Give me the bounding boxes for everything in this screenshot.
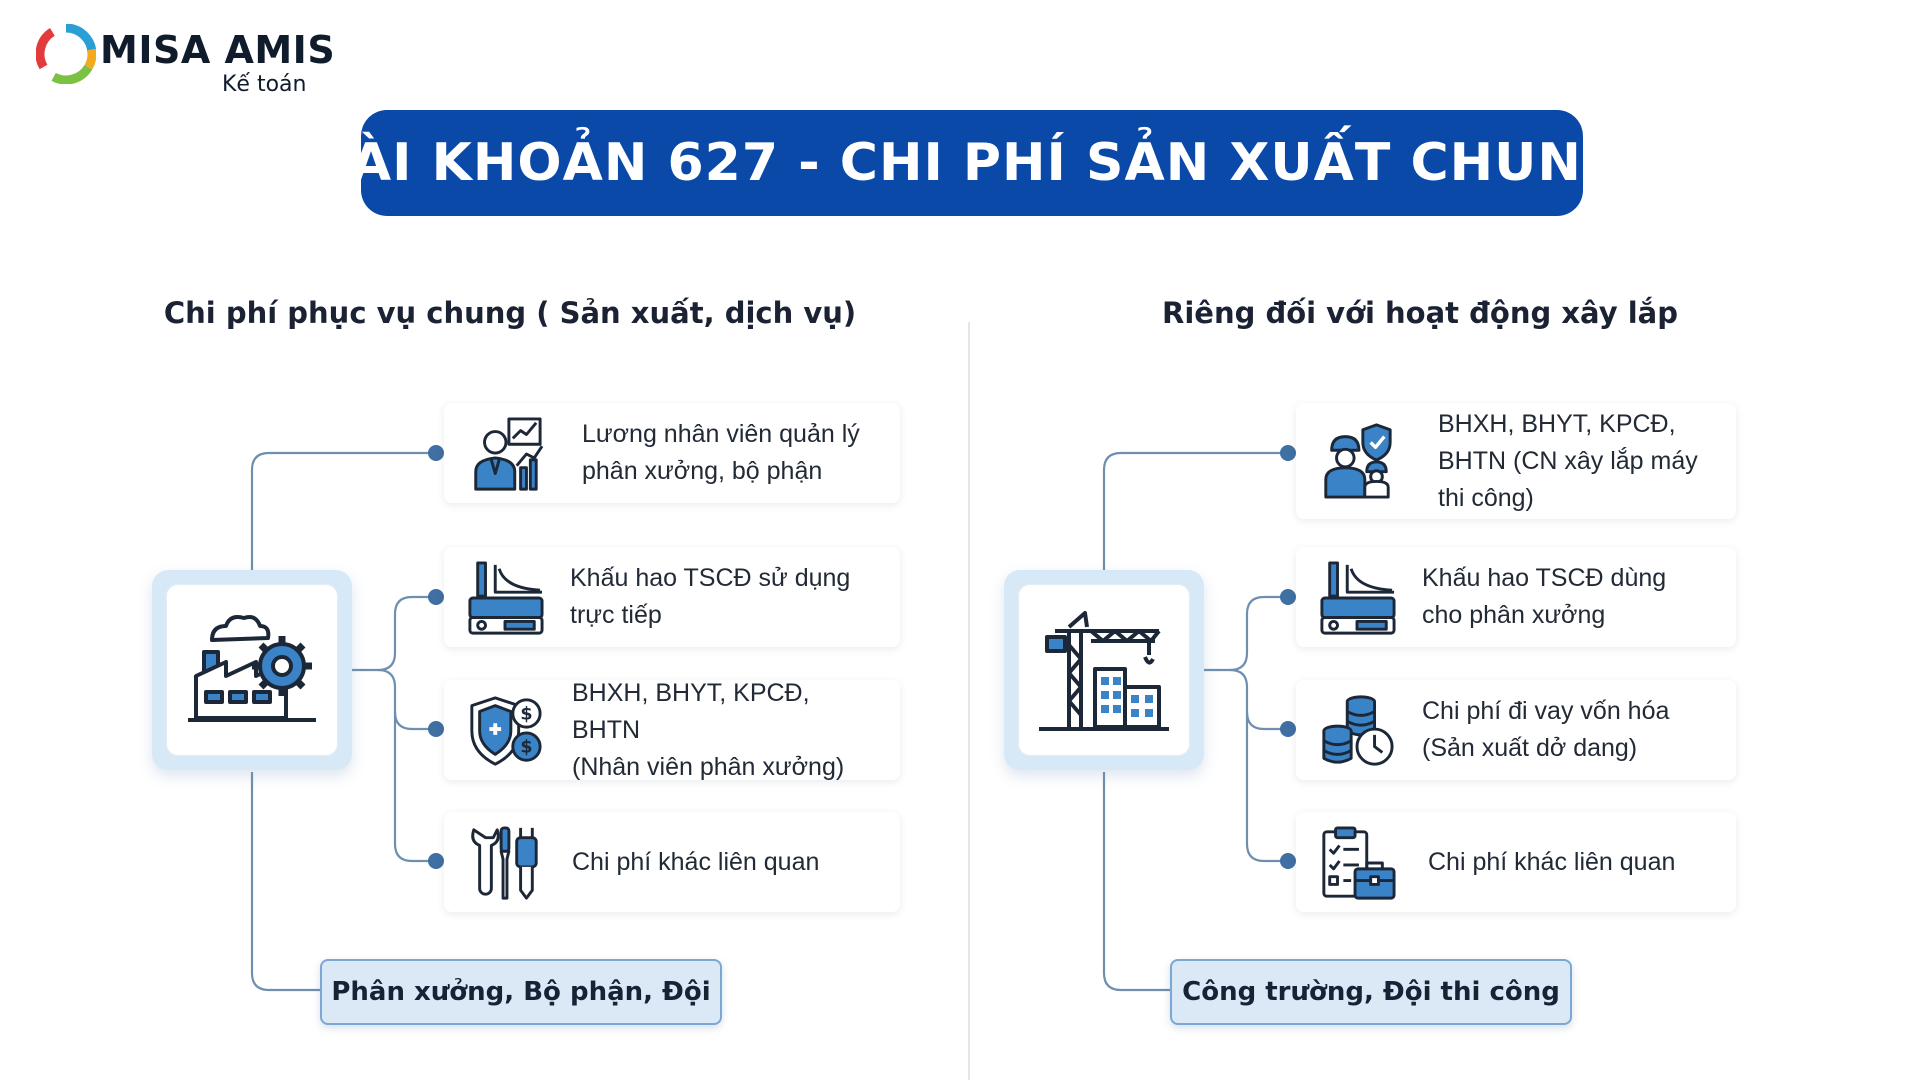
clipboard-toolbox-icon bbox=[1318, 824, 1396, 902]
title-banner bbox=[318, 110, 1626, 216]
factory-gear-icon bbox=[182, 600, 322, 740]
item-label: Khấu hao TSCĐ sử dụng trực tiếp bbox=[570, 564, 851, 629]
shield-insurance-icon bbox=[466, 692, 544, 770]
left-footer-label: Phân xưởng, Bộ phận, Đội bbox=[320, 959, 722, 1025]
item-label: BHXH, BHYT, KPCĐ, BHTN (Nhân viên phân xưởng) bbox=[572, 678, 845, 781]
svg-text:$: $ bbox=[520, 704, 533, 725]
right-item-other bbox=[1296, 812, 1736, 912]
item-label: BHXH, BHYT, KPCĐ, BHTN (CN xây lắp máy thi công) bbox=[1438, 409, 1698, 512]
manager-chart-icon bbox=[466, 415, 544, 493]
right-item-insurance bbox=[1296, 403, 1736, 519]
right-item-depreciation bbox=[1296, 547, 1736, 647]
left-item-depreciation bbox=[444, 547, 900, 647]
construction-crane-icon bbox=[1031, 597, 1177, 743]
center-divider bbox=[968, 322, 970, 1080]
right-main-box bbox=[1004, 570, 1204, 770]
item-label: Chi phí đi vay vốn hóa (Sản xuất dở dang) bbox=[1422, 697, 1670, 762]
item-label: Chi phí khác liên quan bbox=[1428, 847, 1676, 876]
tools-icon bbox=[466, 824, 544, 902]
coins-clock-icon bbox=[1318, 692, 1396, 770]
brand-product: Kế toán bbox=[222, 72, 307, 97]
brand-name: MISA AMIS bbox=[100, 28, 336, 72]
left-section-heading: Chi phí phục vụ chung ( Sản xuất, dịch vụ) bbox=[163, 296, 857, 330]
workers-shield-icon bbox=[1318, 421, 1396, 499]
item-label: Chi phí khác liên quan bbox=[572, 847, 820, 876]
left-item-other bbox=[444, 812, 900, 912]
page-title: TÀI KHOẢN 627 - CHI PHÍ SẢN XUẤT CHUNG bbox=[318, 133, 1626, 193]
left-main-box bbox=[152, 570, 352, 770]
depreciation-machine-icon bbox=[466, 559, 544, 637]
misa-logo-mark-icon bbox=[36, 24, 96, 84]
brand-logo bbox=[36, 24, 336, 104]
item-label: Lương nhân viên quản lý phân xưởng, bộ phận bbox=[582, 420, 860, 485]
item-label: Khấu hao TSCĐ dùng cho phân xưởng bbox=[1422, 564, 1667, 629]
depreciation-machine-icon bbox=[1318, 559, 1396, 637]
right-footer-label: Công trường, Đội thi công bbox=[1170, 959, 1572, 1025]
svg-text:$: $ bbox=[520, 737, 533, 758]
right-item-loan bbox=[1296, 680, 1736, 780]
right-section-heading: Riêng đối với hoạt động xây lắp bbox=[1162, 296, 1678, 330]
left-item-insurance bbox=[444, 680, 900, 780]
left-item-salary bbox=[444, 403, 900, 503]
